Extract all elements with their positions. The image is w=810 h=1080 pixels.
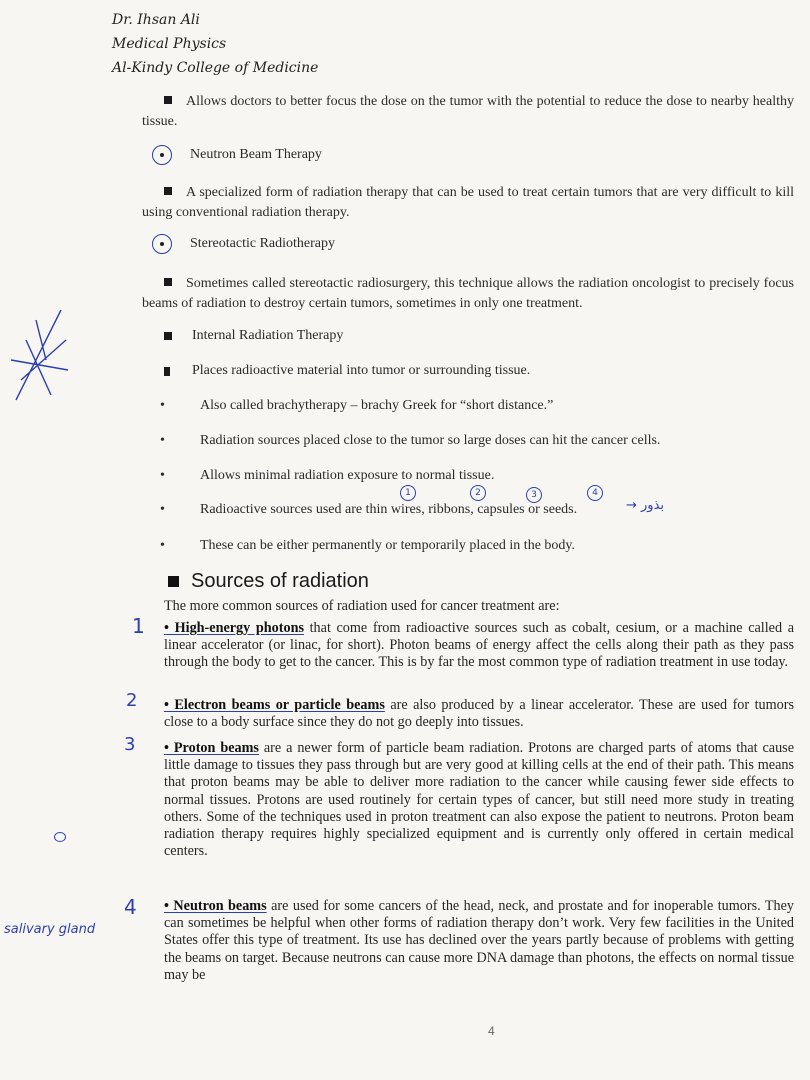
handwritten-number-3: 3 <box>124 734 136 755</box>
circled-number-3: 3 <box>526 487 542 503</box>
handwritten-number-4: 4 <box>124 895 137 919</box>
handwritten-seeds-note: → بذور <box>626 498 665 513</box>
list-item: • These can be either permanently or temporarily placed in the body. <box>160 538 575 553</box>
square-bullet-icon <box>168 576 179 587</box>
handwritten-number-2: 2 <box>126 690 138 711</box>
handwritten-salivary-gland: salivary gland <box>4 922 96 937</box>
circle-bullet-icon <box>152 145 172 165</box>
paragraph-neutron: A specialized form of radiation therapy that can be used to treat certain tumors that are very difficult to kill using conventional radiation therapy. <box>142 185 794 220</box>
circled-number-1: 1 <box>400 485 416 501</box>
list-item: • Radiation sources placed close to the tumor so large doses can hit the cancer cells. <box>160 433 661 448</box>
paragraph-focus-dose: Allows doctors to better focus the dose on the tumor with the potential to reduce the dose to nearby healthy tissue. <box>142 94 794 129</box>
subject-name: Medical Physics <box>112 36 227 52</box>
paragraph-internal-places: Places radioactive material into tumor or surrounding tissue. <box>164 363 530 379</box>
list-item: • Radioactive sources used are thin wires, ribbons, capsules or seeds. <box>160 502 578 517</box>
circled-number-4: 4 <box>587 485 603 501</box>
source-proton-beams: • Proton beams are a newer form of particle beam radiation. Protons are charged parts of atoms that cause little damage to tissues they pass through but are very good at killing cells at the end of their path. This means that proton beams may be able to deliver more radiation to the cancer while causing fewer side effects to normal tissues. Protons are used routinely for certain types of cancer, but still need more study in treating others. Some of the techniques used in proton treatment can also expose the patient to neutrons. Proton beam radiation therapy requires highly specialized equipment and is currently only offered in certain medical centers. <box>164 740 794 860</box>
paragraph-stereotactic: Sometimes called stereotactic radiosurgery, this technique allows the radiation oncologist to precisely focus beams of radiation to destroy certain tumors, sometimes in only one treatment. <box>142 276 794 311</box>
square-bullet-icon <box>164 367 170 376</box>
section-title: Sources of radiation <box>168 570 369 593</box>
square-bullet-icon <box>164 332 172 340</box>
college-name: Al-Kindy College of Medicine <box>112 60 319 76</box>
heading-internal: Internal Radiation Therapy <box>164 328 343 344</box>
author-name: Dr. Ihsan Ali <box>112 12 200 28</box>
source-neutron-beams: • Neutron beams are used for some cancers of the head, neck, and prostate and for inoperable tumors. They can sometimes be helpful when other forms of radiation therapy don’t work. Very few facilities in the United States offer this type of treatment. Its use has declined over the years partly because of problems with getting the beams on target. Because neutrons can cause more DNA damage than photons, the effects on normal tissue may be <box>164 898 794 983</box>
heading-neutron-therapy: Neutron Beam Therapy <box>152 145 322 165</box>
handwritten-scribble-icon <box>6 300 76 415</box>
circled-number-2: 2 <box>470 485 486 501</box>
list-item: • Also called brachytherapy – brachy Greek for “short distance.” <box>160 398 554 413</box>
header <box>112 8 318 80</box>
page-number: 4 <box>488 1024 495 1038</box>
source-high-energy-photons: • High-energy photons that come from radioactive sources such as cobalt, cesium, or a machine called a linear accelerator (or linac, for short). Photon beams of energy affect the cells along their path as they pass through the body to get to the cancer. This is by far the most common type of radiation treatment in use today. <box>164 620 794 671</box>
sources-intro: The more common sources of radiation used for cancer treatment are: <box>164 598 560 614</box>
circle-bullet-icon <box>152 234 172 254</box>
square-bullet-icon <box>164 187 172 195</box>
square-bullet-icon <box>164 278 172 286</box>
source-electron-beams: • Electron beams or particle beams are also produced by a linear accelerator. These are used for tumors close to a body surface since they do not go deeply into tissues. <box>164 697 794 731</box>
handwritten-number-1: 1 <box>132 614 145 638</box>
list-item: • Allows minimal radiation exposure to normal tissue. <box>160 468 495 483</box>
handwritten-circle-mark-icon <box>54 832 66 842</box>
square-bullet-icon <box>164 96 172 104</box>
heading-stereotactic: Stereotactic Radiotherapy <box>152 234 335 254</box>
